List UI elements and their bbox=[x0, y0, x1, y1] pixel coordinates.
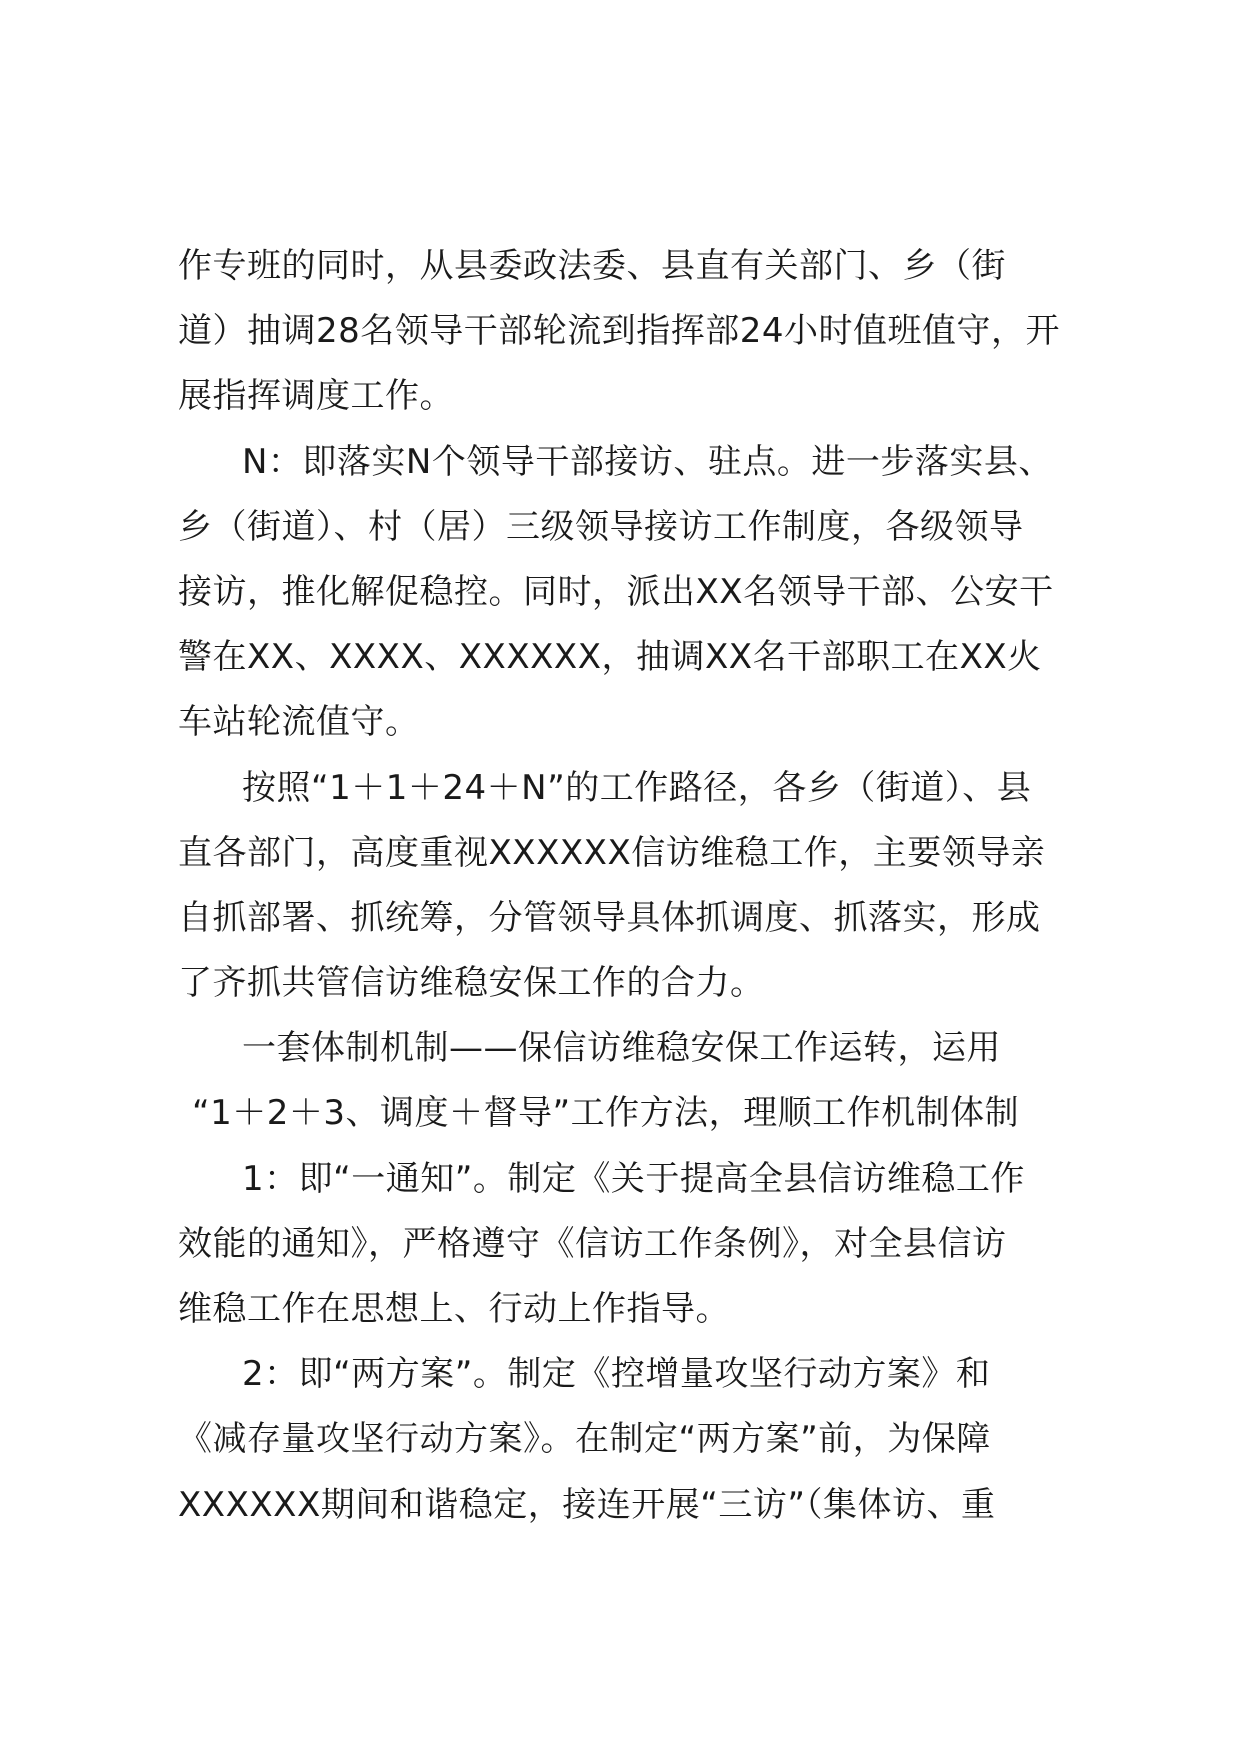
paragraph-start-line: 1：即“一通知”。制定《关于提高全县信访维稳工作 bbox=[242, 1158, 1025, 1199]
text-line: 警在XX、XXXX、XXXXXX，抽调XX名干部职工在XX火 bbox=[178, 637, 1042, 678]
document-body bbox=[178, 234, 1118, 1538]
text-line: 展指挥调度工作。 bbox=[178, 376, 454, 417]
text-line: 车站轮流值守。 bbox=[178, 702, 420, 743]
text-line: 乡（街道）、村（居）三级领导接访工作制度，各级领导 bbox=[178, 506, 1024, 547]
text-line: 维稳工作在思想上、行动上作指导。 bbox=[178, 1289, 730, 1329]
text-line: 接访，推化解促稳控。同时，派出XX名领导干部、公安干 bbox=[178, 571, 1054, 612]
text-line: XXXXXX期间和谐稳定，接连开展“三访”（集体访、重 bbox=[178, 1484, 996, 1525]
text-line: 《减存量攻坚行动方案》。在制定“两方案”前，为保障 bbox=[178, 1419, 991, 1460]
text-line: 道）抽调28名领导干部轮流到指挥部24小时值班值守，开 bbox=[178, 311, 1061, 352]
text-line: 作专班的同时，从县委政法委、县直有关部门、乡（街 bbox=[178, 246, 1006, 286]
paragraph-start-line: 一套体制机制——保信访维稳安保工作运转，运用 bbox=[242, 1028, 1001, 1069]
paragraph-start-line: 按照“1＋1＋24＋N”的工作路径，各乡（街道）、县 bbox=[242, 767, 1032, 808]
text-line: 了齐抓共管信访维稳安保工作的合力。 bbox=[178, 963, 765, 1004]
paragraph-start-line: N：即落实N个领导干部接访、驻点。进一步落实县、 bbox=[242, 441, 1053, 482]
text-line: 自抓部署、抓统筹，分管领导具体抓调度、抓落实，形成 bbox=[178, 897, 1041, 938]
text-line: 直各部门，高度重视XXXXXX信访维稳工作，主要领导亲 bbox=[178, 832, 1046, 873]
paragraph-start-line: 2：即“两方案”。制定《控增量攻坚行动方案》和 bbox=[242, 1354, 991, 1395]
text-line: 效能的通知》，严格遵守《信访工作条例》，对全县信访 bbox=[178, 1223, 1007, 1264]
text-line: “1＋2＋3、调度＋督导”工作方法，理顺工作机制体制 bbox=[192, 1093, 1020, 1134]
